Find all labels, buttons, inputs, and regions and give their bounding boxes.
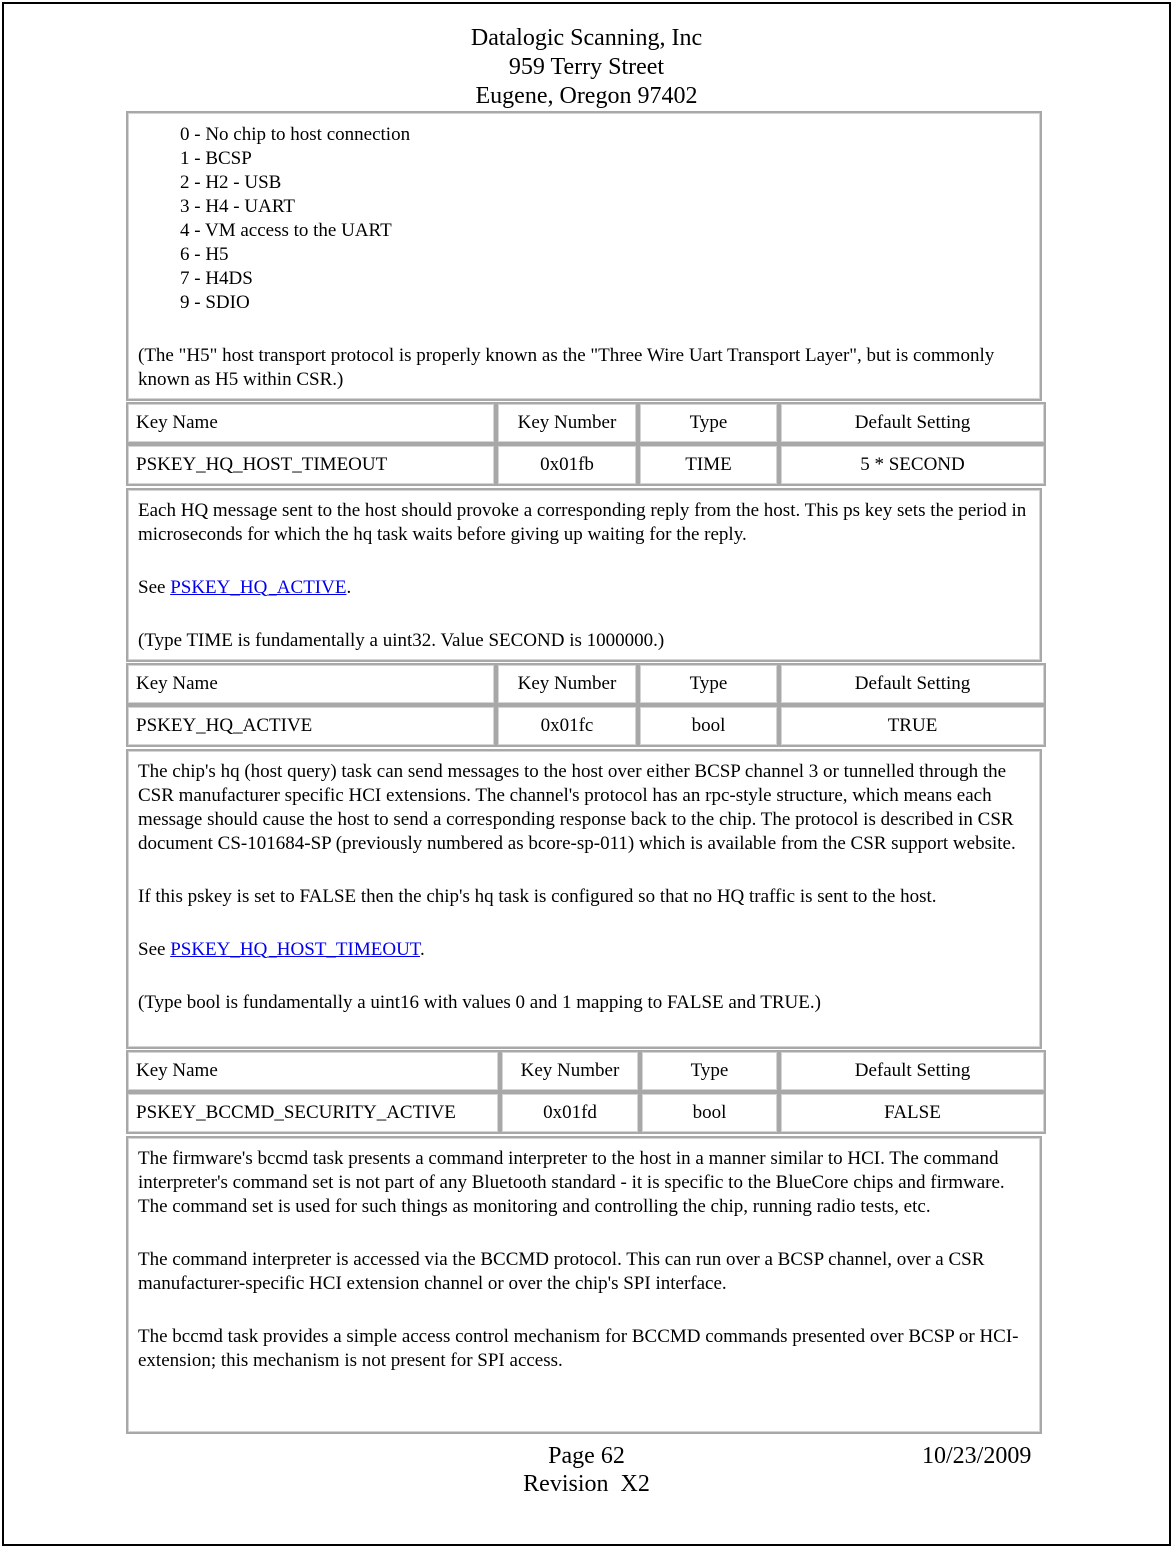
see-prefix: See bbox=[138, 939, 171, 960]
company-street: 959 Terry Street bbox=[508, 54, 665, 80]
key-description-hq-host-timeout bbox=[126, 488, 1042, 662]
key-name: PSKEY_BCCMD_SECURITY_ACTIVE bbox=[126, 1092, 500, 1134]
list-item: 1 - BCSP bbox=[180, 148, 252, 169]
description-paragraph: The firmware's bccmd task presents a command interpreter to the host in a manner similar to HCI. The command interpreter's command set is not part of any Bluetooth standard - it is specific to the BlueCore chips and firmware. The command set is used for such things as monitoring and controlling the chip, running radio tests, etc. bbox=[138, 1148, 1005, 1217]
header-type: Type bbox=[638, 663, 779, 705]
transport-list bbox=[138, 123, 1030, 315]
table-row bbox=[126, 1092, 1046, 1134]
table-row bbox=[126, 705, 1046, 747]
header-type: Type bbox=[640, 1050, 779, 1092]
description-paragraph: The chip's hq (host query) task can send messages to the host over either BCSP channel 3 or tunnelled through the CSR manufacturer specific HCI extensions. The channel's protocol has an rpc-style structure, which means each message should cause the host to send a corresponding response back to the chip. The protocol is described in CSR document CS-101684-SP (previously numbered as bcore-sp-011) which is available from the CSR support website. bbox=[138, 761, 1016, 854]
see-also bbox=[138, 576, 1030, 600]
description-paragraph: Each HQ message sent to the host should provoke a corresponding reply from the host. This ps key sets the period in microseconds for which the hq task waits before giving up waiting for the reply. bbox=[138, 500, 1027, 545]
description-paragraph: The bccmd task provides a simple access control mechanism for BCCMD commands presented over BCSP or HCI-extension; this mechanism is not present for SPI access. bbox=[138, 1326, 1019, 1371]
link-pskey-hq-host-timeout[interactable]: PSKEY_HQ_HOST_TIMEOUT bbox=[170, 939, 420, 960]
company-city: Eugene, Oregon 97402 bbox=[475, 83, 698, 109]
key-default: FALSE bbox=[779, 1092, 1046, 1134]
key-type: TIME bbox=[638, 444, 779, 486]
list-item: 9 - SDIO bbox=[180, 292, 250, 313]
description-paragraph: The command interpreter is accessed via the BCCMD protocol. This can run over a BCSP channel, over a CSR manufacturer-specific HCI extension channel or over the chip's SPI interface. bbox=[138, 1249, 985, 1294]
key-name: PSKEY_HQ_ACTIVE bbox=[126, 705, 496, 747]
key-name: PSKEY_HQ_HOST_TIMEOUT bbox=[126, 444, 496, 486]
key-table-hq-host-timeout bbox=[126, 402, 1046, 486]
link-pskey-hq-active[interactable]: PSKEY_HQ_ACTIVE bbox=[170, 577, 347, 598]
header-key-number: Key Number bbox=[496, 402, 638, 444]
header-key-name: Key Name bbox=[126, 663, 496, 705]
page-number: Page 62 bbox=[548, 1443, 625, 1469]
table-header-row bbox=[126, 663, 1046, 705]
key-table-hq-active bbox=[126, 663, 1046, 747]
type-note: (Type TIME is fundamentally a uint32. Value SECOND is 1000000.) bbox=[138, 630, 665, 651]
key-table-bccmd-security-active bbox=[126, 1050, 1046, 1134]
list-item: 4 - VM access to the UART bbox=[180, 220, 392, 241]
header-key-number: Key Number bbox=[500, 1050, 640, 1092]
h5-note: (The "H5" host transport protocol is properly known as the "Three Wire Uart Transport Layer", but is commonly known as H5 within CSR.) bbox=[138, 345, 995, 390]
see-prefix: See bbox=[138, 577, 171, 598]
revision: Revision X2 bbox=[523, 1471, 650, 1497]
document-header bbox=[0, 24, 1173, 111]
key-type: bool bbox=[638, 705, 779, 747]
key-description-hq-active bbox=[126, 749, 1042, 1049]
list-item: 6 - H5 bbox=[180, 244, 229, 265]
list-item: 3 - H4 - UART bbox=[180, 196, 295, 217]
see-suffix: . bbox=[420, 939, 425, 960]
list-item: 0 - No chip to host connection bbox=[180, 124, 411, 145]
table-row bbox=[126, 444, 1046, 486]
header-key-number: Key Number bbox=[496, 663, 638, 705]
table-header-row bbox=[126, 402, 1046, 444]
key-default: 5 * SECOND bbox=[779, 444, 1046, 486]
list-item: 7 - H4DS bbox=[180, 268, 253, 289]
header-type: Type bbox=[638, 402, 779, 444]
see-suffix: . bbox=[346, 577, 352, 598]
key-type: bool bbox=[640, 1092, 779, 1134]
document-date: 10/23/2009 bbox=[922, 1443, 1032, 1469]
header-default-setting: Default Setting bbox=[779, 663, 1046, 705]
table-header-row bbox=[126, 1050, 1046, 1092]
list-item: 2 - H2 - USB bbox=[180, 172, 282, 193]
header-default-setting: Default Setting bbox=[779, 402, 1046, 444]
key-number: 0x01fb bbox=[496, 444, 638, 486]
key-number: 0x01fd bbox=[500, 1092, 640, 1134]
key-description-bccmd-security-active bbox=[126, 1136, 1042, 1434]
key-number: 0x01fc bbox=[496, 705, 638, 747]
key-default: TRUE bbox=[779, 705, 1046, 747]
see-also bbox=[138, 938, 1030, 962]
header-default-setting: Default Setting bbox=[779, 1050, 1046, 1092]
intro-box bbox=[126, 111, 1042, 401]
type-note: (Type bool is fundamentally a uint16 with values 0 and 1 mapping to FALSE and TRUE.) bbox=[138, 992, 821, 1013]
description-paragraph: If this pskey is set to FALSE then the chip's hq task is configured so that no HQ traffic is sent to the host. bbox=[138, 886, 937, 907]
header-key-name: Key Name bbox=[126, 402, 496, 444]
company-name: Datalogic Scanning, Inc bbox=[470, 25, 703, 51]
header-key-name: Key Name bbox=[126, 1050, 500, 1092]
